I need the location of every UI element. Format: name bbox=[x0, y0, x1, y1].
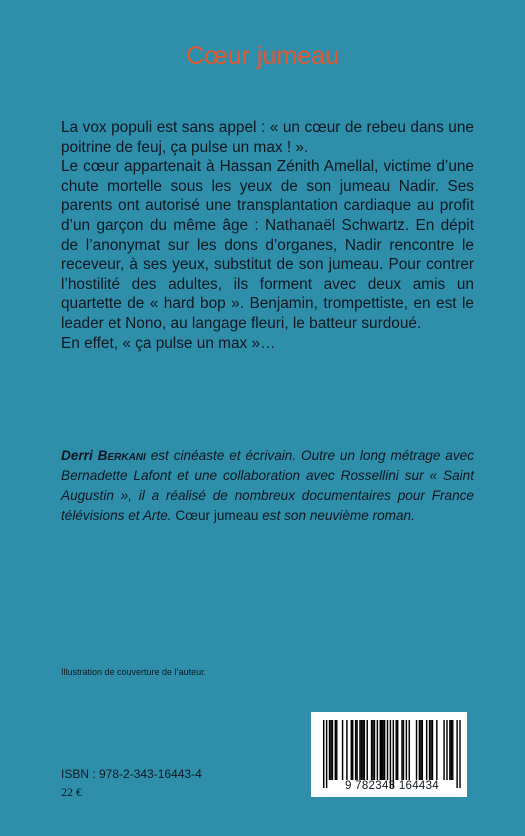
barcode-bar bbox=[432, 720, 433, 780]
barcode-bar bbox=[416, 720, 417, 780]
barcode-bar bbox=[429, 720, 430, 780]
price: 22 € bbox=[61, 785, 82, 799]
barcode-bar bbox=[387, 720, 388, 780]
barcode-bar bbox=[426, 720, 427, 780]
barcode-bar bbox=[377, 720, 378, 780]
barcode-bar bbox=[401, 720, 402, 780]
synopsis-paragraph: La vox populi est sans appel : « un cœur de rebeu dans une poitrine de feuj, ça pulse un max ! ». bbox=[61, 119, 474, 156]
barcode-bar bbox=[326, 720, 327, 788]
author-last-name: Berkani bbox=[97, 448, 146, 463]
book-title: Cœur jumeau bbox=[186, 42, 339, 70]
barcode-bar bbox=[396, 720, 397, 780]
barcode-bar bbox=[323, 720, 324, 788]
barcode-bar bbox=[393, 720, 394, 788]
barcode-bar bbox=[420, 720, 421, 780]
barcode-bar bbox=[336, 720, 337, 780]
barcode-bar bbox=[443, 720, 444, 780]
barcode-bar bbox=[356, 720, 357, 780]
barcode-bar bbox=[384, 720, 385, 780]
barcode-bar bbox=[372, 720, 373, 780]
barcode-bar bbox=[361, 720, 362, 780]
barcode-bar bbox=[406, 720, 407, 780]
bio-text: est cinéaste et écrivain. Outre un long métrage avec Bernadette Lafont et une collaboration avec Rossellini sur « Saint Augustin », il a réalisé de nombreux documentaires pour France télévisions et Arte. bbox=[61, 448, 474, 523]
barcode-bar bbox=[451, 720, 452, 780]
barcode-bar bbox=[409, 720, 410, 780]
barcode-bar bbox=[362, 720, 363, 780]
barcode-bar bbox=[446, 720, 447, 780]
author-name bbox=[61, 448, 146, 463]
barcode-bar bbox=[382, 720, 383, 780]
barcode-bar bbox=[459, 720, 460, 788]
barcode-bar bbox=[449, 720, 450, 780]
barcode-bar bbox=[330, 720, 331, 780]
isbn: ISBN : 978-2-343-16443-4 bbox=[61, 767, 202, 781]
bio-text-end: est son neuvième roman. bbox=[258, 508, 415, 523]
barcode-bar bbox=[422, 720, 423, 780]
barcode-digits: 9 782343 164434 bbox=[344, 780, 440, 792]
barcode-bar bbox=[452, 720, 453, 780]
barcode-bar bbox=[436, 720, 437, 780]
synopsis-paragraph: En effet, « ça pulse un max »… bbox=[61, 334, 276, 352]
author-first-name: Derri bbox=[61, 448, 93, 463]
barcode-bar bbox=[403, 720, 404, 780]
barcode-bar bbox=[352, 720, 353, 780]
barcode-bar bbox=[329, 720, 330, 780]
barcode-bar bbox=[374, 720, 375, 780]
synopsis bbox=[61, 118, 474, 353]
barcode-bar bbox=[342, 720, 343, 780]
barcode-bar bbox=[390, 720, 391, 788]
barcode-bar bbox=[381, 720, 382, 780]
barcode-bar bbox=[371, 720, 372, 780]
barcode-bar bbox=[364, 720, 365, 780]
barcode-bar bbox=[351, 720, 352, 780]
barcode-bar bbox=[359, 720, 360, 780]
barcode-bar bbox=[430, 720, 431, 780]
barcode-bar bbox=[456, 720, 457, 788]
barcode-bar bbox=[355, 720, 356, 780]
barcode-bar bbox=[367, 720, 368, 780]
illustration-credit: Illustration de couverture de l’auteur. bbox=[61, 667, 207, 677]
barcode-bar bbox=[380, 720, 381, 780]
barcode bbox=[311, 712, 467, 797]
author-bio bbox=[61, 446, 474, 526]
barcode-bar bbox=[419, 720, 420, 780]
barcode-bar bbox=[346, 720, 347, 780]
barcode-bar bbox=[332, 720, 333, 780]
barcode-bar bbox=[335, 720, 336, 780]
barcode-bar bbox=[397, 720, 398, 780]
synopsis-paragraph: Le cœur appartenait à Hassan Zénith Amellal, victime d’une chute mortelle sous les yeux de son jumeau Nadir. Ses parents ont autorisé une transplantation cardiaque au profit d’un garçon du même âge : Nathanaël Schwartz. En dépit de l’anonymat sur les dons d’organes, Nadir rencontre le receveur, à ses yeux, substitut de son jumeau. Pour contrer l’hostilité des adultes, ils forment avec deux amis un quartette de « hard bop ». Benjamin, trompettiste, en est le leader et Nono, au langage fleuri, le batteur surdoué. bbox=[61, 158, 474, 332]
bio-book-title: Cœur jumeau bbox=[171, 508, 259, 523]
